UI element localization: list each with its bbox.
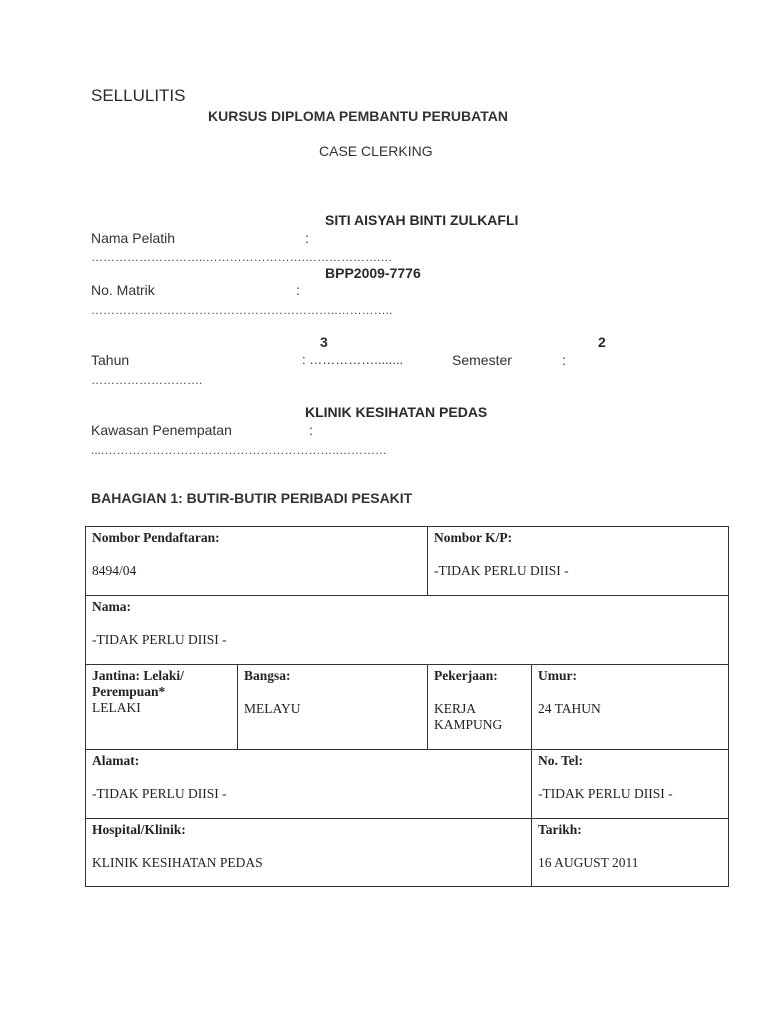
placement-colon: : <box>309 422 313 438</box>
gender-cell <box>86 665 238 750</box>
phone-cell <box>532 750 729 819</box>
gender-value: LELAKI <box>92 700 141 715</box>
address-value: -TIDAK PERLU DIISI - <box>92 786 227 801</box>
placement-label: Kawasan Penempatan <box>91 422 232 438</box>
placement-dots: ....…………………………………………………..………… <box>91 443 388 457</box>
hospital-label: Hospital/Klinik: <box>92 822 186 837</box>
phone-value: -TIDAK PERLU DIISI - <box>538 786 673 801</box>
hospital-value: KLINIK KESIHATAN PEDAS <box>92 855 263 870</box>
occupation-cell <box>428 665 532 750</box>
semester-colon: : <box>562 352 566 368</box>
phone-label: No. Tel: <box>538 753 584 768</box>
name-value: -TIDAK PERLU DIISI - <box>92 632 227 647</box>
year-dots-continued: ………………………. <box>91 373 203 387</box>
table-row <box>86 665 729 750</box>
trainee-name-dots: ………………………..…………………….……………….… <box>91 250 393 264</box>
date-label: Tarikh: <box>538 822 582 837</box>
section-1-heading: BAHAGIAN 1: BUTIR-BUTIR PERIBADI PESAKIT <box>91 490 413 506</box>
year-dots: : ……………........ <box>302 352 404 367</box>
race-value: MELAYU <box>244 701 301 716</box>
hospital-cell <box>86 819 532 887</box>
trainee-name-value: SITI AISYAH BINTI ZULKAFLI <box>325 212 519 228</box>
date-value: 16 AUGUST 2011 <box>538 855 639 870</box>
registration-no-value: 8494/04 <box>92 563 137 578</box>
ic-no-value: -TIDAK PERLU DIISI - <box>434 563 569 578</box>
case-clerking-title: CASE CLERKING <box>319 143 433 159</box>
table-row <box>86 527 729 596</box>
document-title: SELLULITIS <box>91 86 186 105</box>
ic-no-cell <box>428 527 729 596</box>
age-cell <box>532 665 729 750</box>
patient-details-table <box>85 526 729 887</box>
semester-value: 2 <box>598 334 606 350</box>
date-cell <box>532 819 729 887</box>
table-row <box>86 750 729 819</box>
matric-no-dots: ……………………………………………………..………….. <box>91 303 393 317</box>
occupation-value-line2: KAMPUNG <box>434 717 503 732</box>
gender-label-line1: Jantina: Lelaki/ <box>92 668 184 683</box>
ic-no-label: Nombor K/P: <box>434 530 513 545</box>
semester-label: Semester <box>452 352 512 368</box>
age-label: Umur: <box>538 668 577 683</box>
registration-no-label: Nombor Pendaftaran: <box>92 530 220 545</box>
trainee-name-label: Nama Pelatih <box>91 230 176 246</box>
occupation-value-line1: KERJA <box>434 701 477 716</box>
age-value: 24 TAHUN <box>538 701 601 716</box>
race-cell <box>238 665 428 750</box>
name-label: Nama: <box>92 599 131 614</box>
matric-no-value: BPP2009-7776 <box>325 265 421 281</box>
gender-label-line2: Perempuan* <box>92 684 166 699</box>
registration-no-cell <box>86 527 428 596</box>
address-label: Alamat: <box>92 753 140 768</box>
name-cell <box>86 596 729 665</box>
table-row <box>86 819 729 887</box>
address-cell <box>86 750 532 819</box>
matric-no-label: No. Matrik <box>91 282 155 298</box>
year-label: Tahun <box>91 352 130 368</box>
trainee-name-colon: : <box>305 230 309 246</box>
table-row <box>86 596 729 665</box>
occupation-label: Pekerjaan: <box>434 668 498 683</box>
matric-no-colon: : <box>296 282 300 298</box>
year-value: 3 <box>320 334 328 350</box>
placement-value: KLINIK KESIHATAN PEDAS <box>305 404 488 420</box>
race-label: Bangsa: <box>244 668 291 683</box>
course-title: KURSUS DIPLOMA PEMBANTU PERUBATAN <box>208 108 508 124</box>
